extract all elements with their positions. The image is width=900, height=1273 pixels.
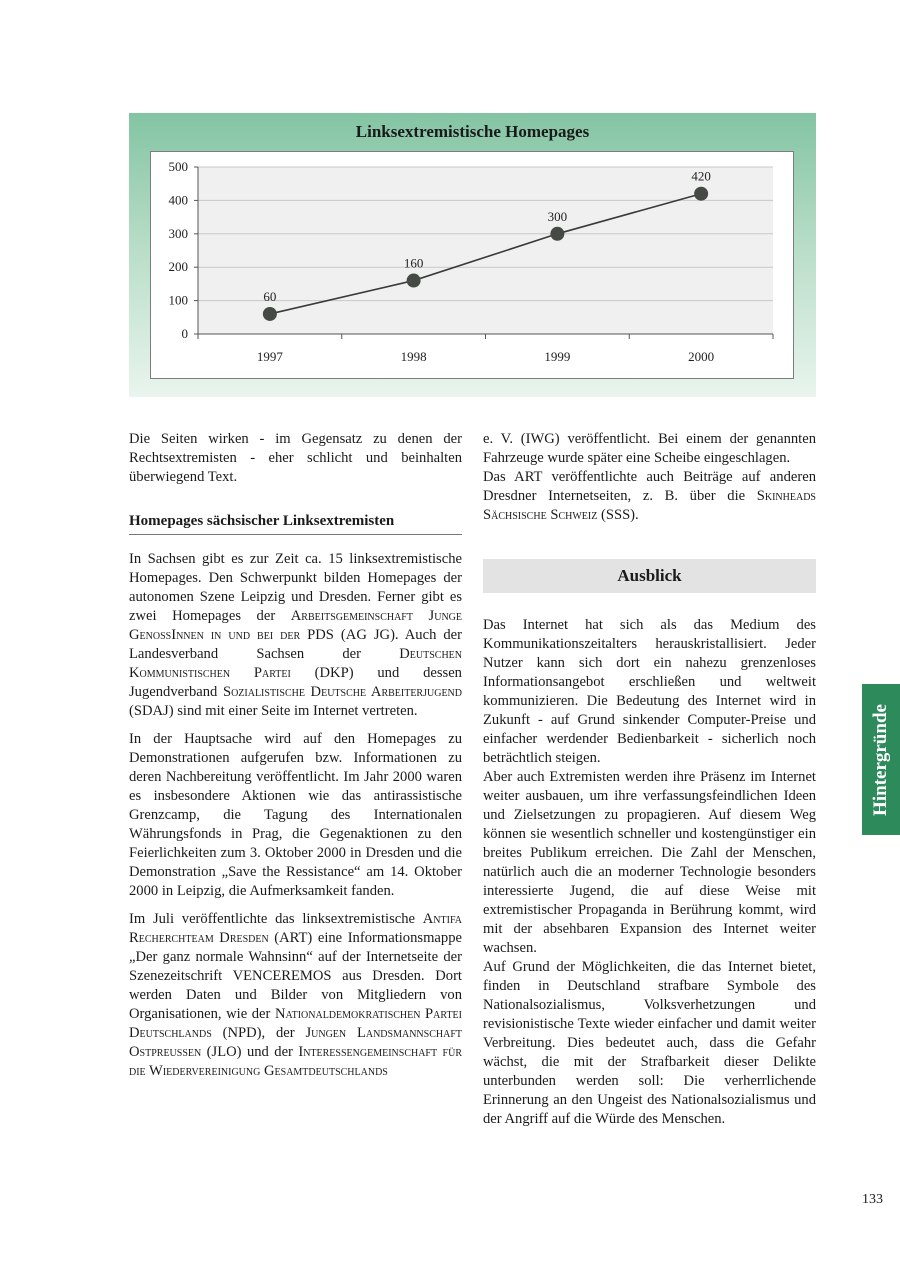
org-name: Sozialistische Deutsche Arbeiterjugend bbox=[222, 684, 462, 700]
y-tick-label: 400 bbox=[168, 192, 188, 208]
section-tab bbox=[862, 684, 900, 835]
x-tick-label: 1998 bbox=[400, 349, 427, 364]
chart-frame bbox=[150, 151, 794, 379]
data-point bbox=[550, 227, 564, 241]
paragraph-art-contributions: Das ART veröffentlichte auch Beiträge auf anderen Dresdner Internetseiten, z. B. über die Skinheads Sächsische Schweiz (SSS). bbox=[483, 469, 816, 523]
chart-panel bbox=[129, 113, 816, 397]
data-label: 160 bbox=[403, 255, 424, 271]
y-tick-label: 100 bbox=[168, 292, 188, 308]
org-name: Deutschen Kommunistischen Partei bbox=[129, 646, 462, 681]
data-point bbox=[263, 307, 277, 321]
org-name: Skinheads Sächsische Schweiz bbox=[483, 488, 816, 523]
section-tab-label: Hintergründe bbox=[870, 703, 891, 816]
paragraph-homepages: In Sachsen gibt es zur Zeit ca. 15 linksextremistische Homepages. Den Schwerpunkt bilden Homepages der autonomen Szene Leipzig und Dresden. Ferner gibt es zwei Homepages der Arbeitsgemeinschaft Junge GenossInnen in und bei der PDS (AG JG). Auch der Landesverband Sachsen der Deutschen Kommunistischen Partei (DKP) und dessen Jugendverband Sozialistische Deutsche Arbeiterjugend (SDAJ) sind mit einer Seite im Internet vertreten. bbox=[129, 551, 463, 719]
page-number: 133 bbox=[862, 1192, 883, 1207]
data-label: 300 bbox=[547, 208, 568, 224]
left-column bbox=[129, 430, 462, 1081]
section-heading-homepages: Homepages sächsischer Linksextremisten bbox=[129, 512, 462, 535]
org-name: Arbeitsgemeinschaft Junge GenossInnen in und bei der PDS bbox=[129, 608, 462, 643]
paragraph-outlook-3: Auf Grund der Möglichkeiten, die das Internet bietet, finden in Deutschland strafbare Symbole des Nationalsozialismus, Volksverhetzungen und revisionistische Texte wieder einfacher und damit weiter Verbreitung. Dies bedeutet auch, dass die Gefahr wächst, die mit der Strafbarkeit dieser Delikte unterbunden werden soll: Die verherrlichende Erinnerung an den Ungeist des Nationalsozialismus und der Angriff auf die Würde des Menschen. bbox=[483, 959, 816, 1127]
paragraph-continued: e. V. (IWG) veröffentlicht. Bei einem der genannten Fahrzeuge wurde später eine Scheibe eingeschlagen. bbox=[483, 431, 816, 466]
x-tick-label: 1997 bbox=[256, 349, 283, 364]
paragraph-outlook-1: Das Internet hat sich als das Medium des Kommunikationszeitalters herauskristallisiert. Jeder Nutzer kann sich dort ein nahezu grenzenloses Informationsangebot erschließen und weltweit kommunizieren. Die Bedeutung des Internet wird in Zukunft - auf Grund sinkender Computer-Preise und einfacher werdender Bedienbarkeit - sicherlich noch beträchtlich steigen. bbox=[483, 617, 816, 766]
org-name: Antifa Recherchteam Dresden bbox=[129, 911, 462, 946]
y-tick-label: 0 bbox=[181, 326, 188, 341]
right-column bbox=[483, 430, 816, 1129]
y-tick-label: 500 bbox=[168, 159, 188, 174]
org-name: Jungen Landsmannschaft Ostpreußen bbox=[129, 1025, 462, 1060]
line-chart bbox=[151, 152, 793, 378]
paragraph-art: Im Juli veröffentlichte das linksextremistische Antifa Recherchteam Dresden (ART) eine Informationsmappe „Der ganz normale Wahnsinn“ auf der Internetseite der Szenezeitschrift VENCEREMOS aus Dresden. Dort werden Daten und Bilder von Mitgliedern von Organisationen, wie der Nationaldemokratischen Partei Deutschlands (NPD), der Jungen Landsmannschaft Ostpreußen (JLO) und der Interessengemeinschaft für die Wiedervereinigung Gesamtdeutschlands bbox=[129, 911, 462, 1079]
data-label: 420 bbox=[691, 168, 711, 184]
plot-area bbox=[198, 167, 773, 334]
x-tick-label: 1999 bbox=[544, 349, 571, 364]
data-point bbox=[407, 274, 421, 288]
org-name: Interessengemeinschaft für die Wiedervereinigung Gesamtdeutschlands bbox=[129, 1044, 462, 1079]
y-tick-label: 200 bbox=[168, 259, 188, 275]
data-label: 60 bbox=[263, 288, 277, 304]
paragraph-outlook-2: Aber auch Extremisten werden ihre Präsenz im Internet weiter ausbauen, um ihre verfassungsfeindlichen Ideen und Zielsetzungen zu propagieren. Auf diesem Weg können sie wesentlich schneller und kostengünstiger ein breites Publikum erreichen. Die Zahl der Menschen, natürlich auch die an moderner Technologie besonders interessierte Jugend, die auf diese Weise mit extremistischer Propaganda in Berührung kommt, wird mit der absehbaren Expansion des Internet weiter wachsen. bbox=[483, 769, 816, 956]
section-heading-ausblick: Ausblick bbox=[483, 559, 816, 593]
data-point bbox=[694, 187, 708, 201]
paragraph-demonstrations: In der Hauptsache wird auf den Homepages zu Demonstrationen aufgerufen bzw. Informationen zu deren Nachbereitung veröffentlicht. Im Jahr 2000 waren es insbesondere Aktionen wie das antirassistische Grenzcamp, die Tagung des Internationalen Währungsfonds in Prag, die Gegenaktionen zu den Feierlichkeiten zum 3. Oktober 2000 in Dresden und die Demonstration „Save the Ressistance“ am 14. Oktober 2000 in Leipzig, die Aufmerksamkeit fanden. bbox=[129, 731, 462, 899]
org-name: Nationaldemokratischen Partei Deutschlands bbox=[129, 1006, 462, 1041]
y-tick-label: 300 bbox=[168, 225, 188, 241]
chart-title: Linksextremistische Homepages bbox=[355, 122, 590, 141]
x-tick-label: 2000 bbox=[688, 349, 715, 364]
intro-paragraph: Die Seiten wirken - im Gegensatz zu denen der Rechtsextremisten - eher schlicht und beinhalten überwiegend Text. bbox=[129, 431, 462, 485]
